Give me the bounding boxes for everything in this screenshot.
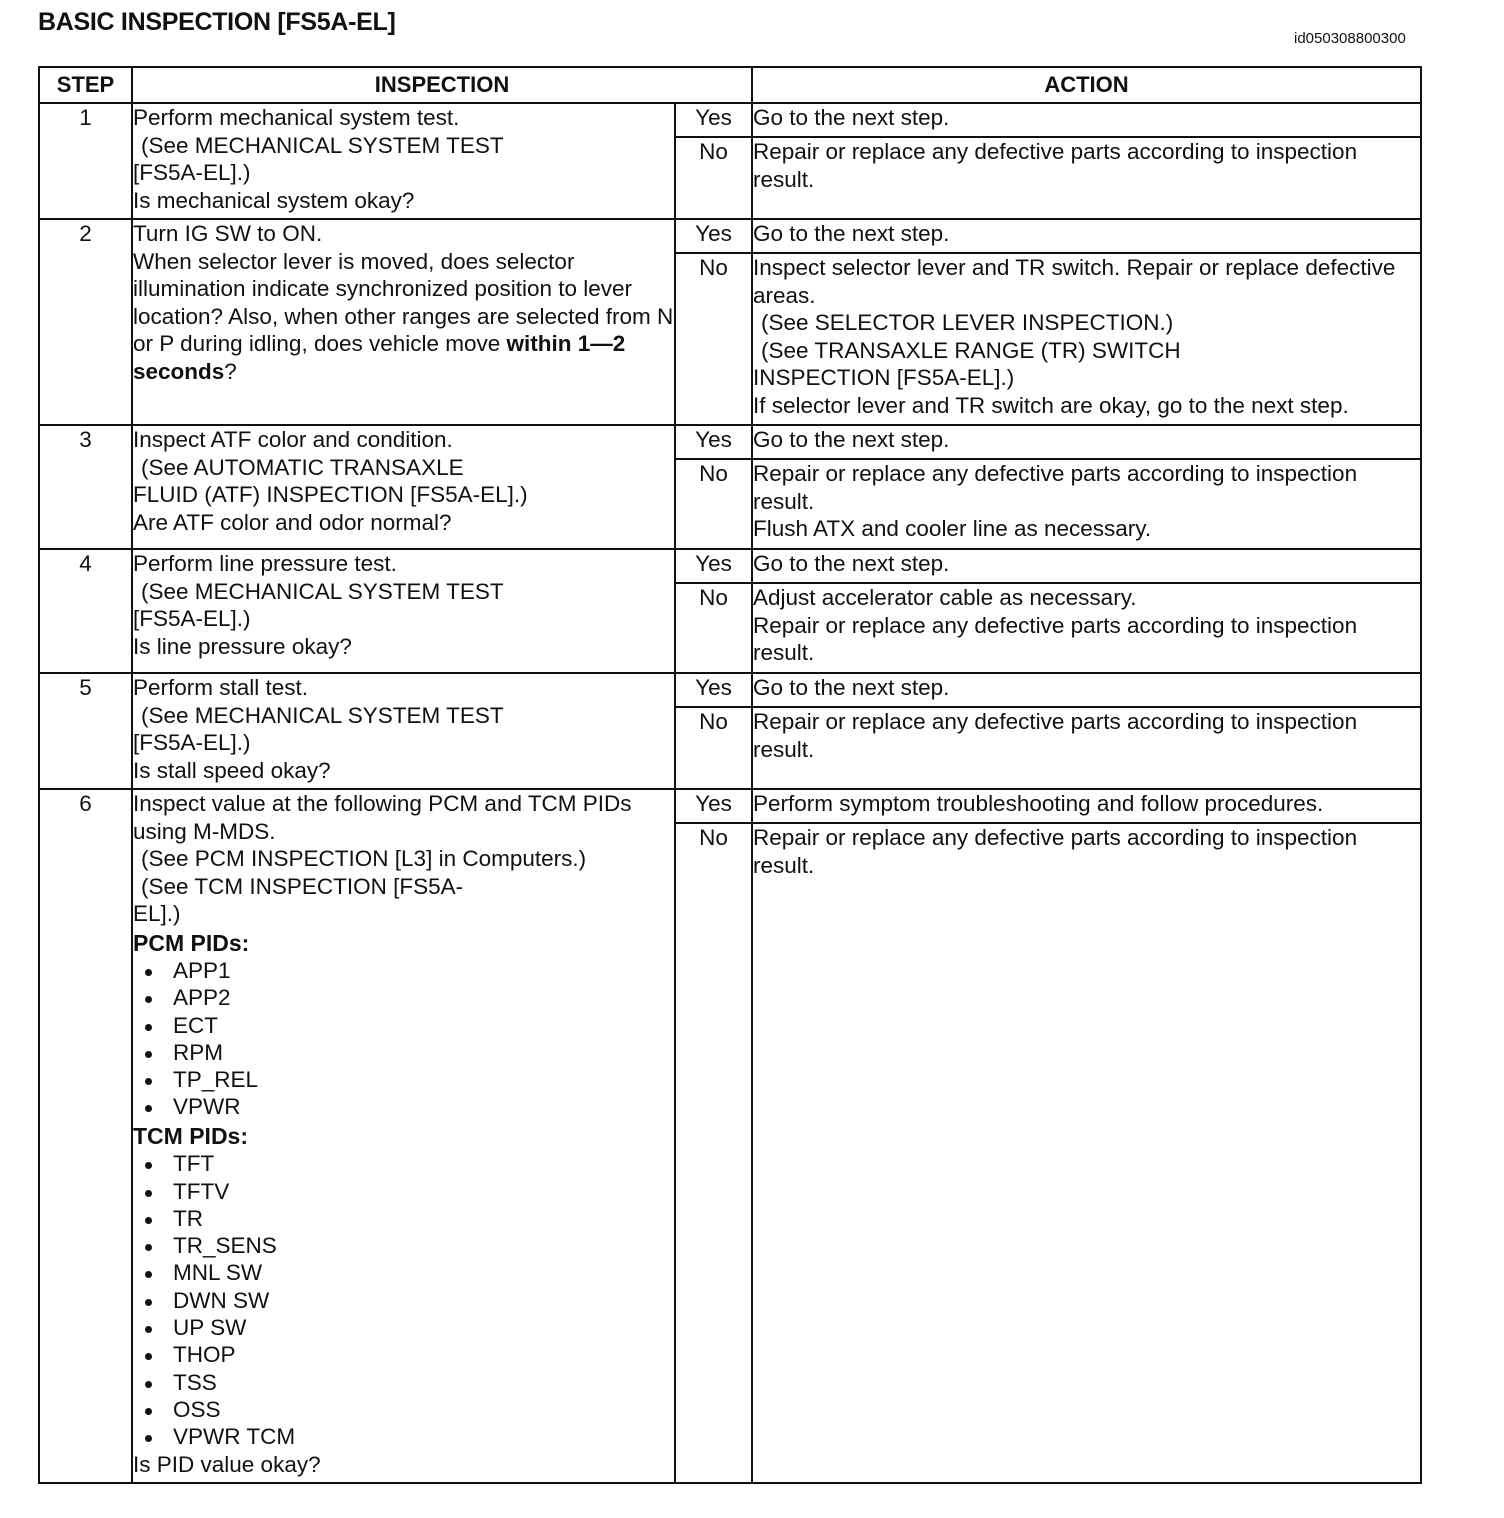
no-action bbox=[752, 253, 1421, 425]
inspection-line: Is stall speed okay? bbox=[133, 757, 331, 783]
action-line: Repair or replace any defective parts according to inspection result. bbox=[753, 709, 1358, 762]
no-label: No bbox=[675, 707, 752, 789]
action-line: Go to the next step. bbox=[753, 221, 950, 246]
list-item: APP1 bbox=[143, 957, 674, 984]
yes-label: Yes bbox=[675, 673, 752, 707]
action-line: Repair or replace any defective parts according to inspection result. bbox=[753, 612, 1358, 665]
yes-action bbox=[752, 425, 1421, 459]
step-number: 3 bbox=[39, 425, 132, 549]
no-action bbox=[752, 459, 1421, 549]
inspection-line: FLUID (ATF) INSPECTION [FS5A-EL].) bbox=[133, 482, 528, 507]
list-item: APP2 bbox=[143, 984, 674, 1011]
inspection-cell bbox=[132, 219, 675, 425]
table-row bbox=[39, 103, 1421, 137]
no-label: No bbox=[675, 253, 752, 425]
document-id: id050308800300 bbox=[1294, 30, 1406, 47]
list-item: ECT bbox=[143, 1012, 674, 1039]
inspection-cell bbox=[132, 425, 675, 549]
no-label: No bbox=[675, 137, 752, 219]
inspection-line: Inspect ATF color and condition. bbox=[133, 427, 453, 452]
yes-action bbox=[752, 549, 1421, 583]
page-title: BASIC INSPECTION [FS5A-EL] bbox=[38, 8, 396, 36]
list-item: TP_REL bbox=[143, 1066, 674, 1093]
inspection-line: Is mechanical system okay? bbox=[133, 187, 415, 213]
inspection-cell bbox=[132, 549, 675, 673]
header-step: STEP bbox=[39, 67, 132, 103]
action-line: Go to the next step. bbox=[753, 675, 950, 700]
tcm-pids-heading: TCM PIDs: bbox=[133, 1122, 248, 1149]
inspection-line: (See PCM INSPECTION [L3] in Computers.) bbox=[141, 846, 587, 871]
inspection-line: Perform line pressure test. bbox=[133, 551, 397, 576]
no-label: No bbox=[675, 459, 752, 549]
no-label: No bbox=[675, 583, 752, 673]
table-row bbox=[39, 789, 1421, 823]
yes-action bbox=[752, 103, 1421, 137]
inspection-bold-text: within 1—2 seconds bbox=[133, 331, 626, 384]
inspection-line: Perform mechanical system test. bbox=[133, 105, 460, 130]
step-number: 5 bbox=[39, 673, 132, 789]
no-action bbox=[752, 137, 1421, 219]
inspection-line: EL].) bbox=[133, 901, 181, 926]
yes-action bbox=[752, 789, 1421, 823]
action-line: Perform symptom troubleshooting and follow procedures. bbox=[753, 791, 1324, 816]
yes-action bbox=[752, 673, 1421, 707]
pcm-pid-list bbox=[133, 957, 674, 1121]
list-item: VPWR TCM bbox=[143, 1423, 674, 1450]
action-line: INSPECTION [FS5A-EL].) bbox=[753, 365, 1015, 390]
inspection-text-tail: ? bbox=[224, 358, 237, 384]
inspection-text: When selector lever is moved, does selector illumination indicate synchronized position to lever location? Also, when other ranges are selected from N or P during idling, does vehicle move bbox=[133, 248, 674, 356]
inspection-cell bbox=[132, 103, 675, 219]
list-item: TSS bbox=[143, 1369, 674, 1396]
action-line: (See SELECTOR LEVER INSPECTION.) bbox=[761, 310, 1174, 335]
inspection-line: Is line pressure okay? bbox=[133, 633, 352, 659]
yes-action bbox=[752, 219, 1421, 253]
inspection-line: (See MECHANICAL SYSTEM TEST bbox=[141, 702, 504, 728]
inspection-line: Inspect value at the following PCM and TCM PIDs using M-MDS. bbox=[133, 791, 632, 844]
list-item: RPM bbox=[143, 1039, 674, 1066]
inspection-line: (See MECHANICAL SYSTEM TEST bbox=[141, 132, 504, 158]
pcm-pids-heading: PCM PIDs: bbox=[133, 929, 250, 956]
action-line: Repair or replace any defective parts according to inspection result. bbox=[753, 139, 1358, 192]
inspection-line: [FS5A-EL].) bbox=[133, 160, 251, 185]
action-line: (See TRANSAXLE RANGE (TR) SWITCH bbox=[761, 337, 1181, 363]
yes-label: Yes bbox=[675, 549, 752, 583]
inspection-line: [FS5A-EL].) bbox=[133, 730, 251, 755]
action-line: Go to the next step. bbox=[753, 427, 950, 452]
action-line: Repair or replace any defective parts according to inspection result. bbox=[753, 461, 1358, 514]
header-action: ACTION bbox=[752, 67, 1421, 103]
inspection-line: Perform stall test. bbox=[133, 675, 309, 700]
inspection-line: (See MECHANICAL SYSTEM TEST bbox=[141, 578, 504, 604]
no-action bbox=[752, 707, 1421, 789]
no-action bbox=[752, 823, 1421, 1483]
tcm-pid-list bbox=[133, 1150, 674, 1450]
inspection-question: Is PID value okay? bbox=[133, 1451, 321, 1477]
yes-label: Yes bbox=[675, 219, 752, 253]
action-line: Flush ATX and cooler line as necessary. bbox=[753, 516, 1152, 541]
list-item: DWN SW bbox=[143, 1287, 674, 1314]
no-label: No bbox=[675, 823, 752, 1483]
table-header-row bbox=[39, 67, 1421, 103]
action-line: Go to the next step. bbox=[753, 105, 950, 130]
table-row bbox=[39, 219, 1421, 253]
table-row bbox=[39, 673, 1421, 707]
inspection-table bbox=[38, 66, 1422, 1484]
list-item: TFTV bbox=[143, 1178, 674, 1205]
header-inspection: INSPECTION bbox=[132, 67, 752, 103]
action-line: If selector lever and TR switch are okay, go to the next step. bbox=[753, 392, 1349, 418]
inspection-cell bbox=[132, 789, 675, 1483]
table-row bbox=[39, 549, 1421, 583]
list-item: UP SW bbox=[143, 1314, 674, 1341]
inspection-line: (See TCM INSPECTION [FS5A- bbox=[141, 873, 464, 899]
list-item: TR bbox=[143, 1205, 674, 1232]
action-line: Inspect selector lever and TR switch. Repair or replace defective areas. bbox=[753, 255, 1396, 308]
step-number: 6 bbox=[39, 789, 132, 1483]
inspection-cell bbox=[132, 673, 675, 789]
list-item: VPWR bbox=[143, 1093, 674, 1120]
list-item: MNL SW bbox=[143, 1259, 674, 1286]
table-row bbox=[39, 425, 1421, 459]
list-item: TR_SENS bbox=[143, 1232, 674, 1259]
step-number: 1 bbox=[39, 103, 132, 219]
inspection-line: (See AUTOMATIC TRANSAXLE bbox=[141, 454, 464, 480]
inspection-line bbox=[133, 248, 674, 386]
action-line: Repair or replace any defective parts according to inspection result. bbox=[753, 825, 1358, 878]
yes-label: Yes bbox=[675, 103, 752, 137]
list-item: THOP bbox=[143, 1341, 674, 1368]
step-number: 4 bbox=[39, 549, 132, 673]
inspection-line: Turn IG SW to ON. bbox=[133, 221, 323, 246]
action-line: Go to the next step. bbox=[753, 551, 950, 576]
yes-label: Yes bbox=[675, 425, 752, 459]
list-item: TFT bbox=[143, 1150, 674, 1177]
inspection-line: Are ATF color and odor normal? bbox=[133, 509, 452, 535]
step-number: 2 bbox=[39, 219, 132, 425]
no-action bbox=[752, 583, 1421, 673]
yes-label: Yes bbox=[675, 789, 752, 823]
list-item: OSS bbox=[143, 1396, 674, 1423]
inspection-line: [FS5A-EL].) bbox=[133, 606, 251, 631]
action-line: Adjust accelerator cable as necessary. bbox=[753, 585, 1137, 610]
